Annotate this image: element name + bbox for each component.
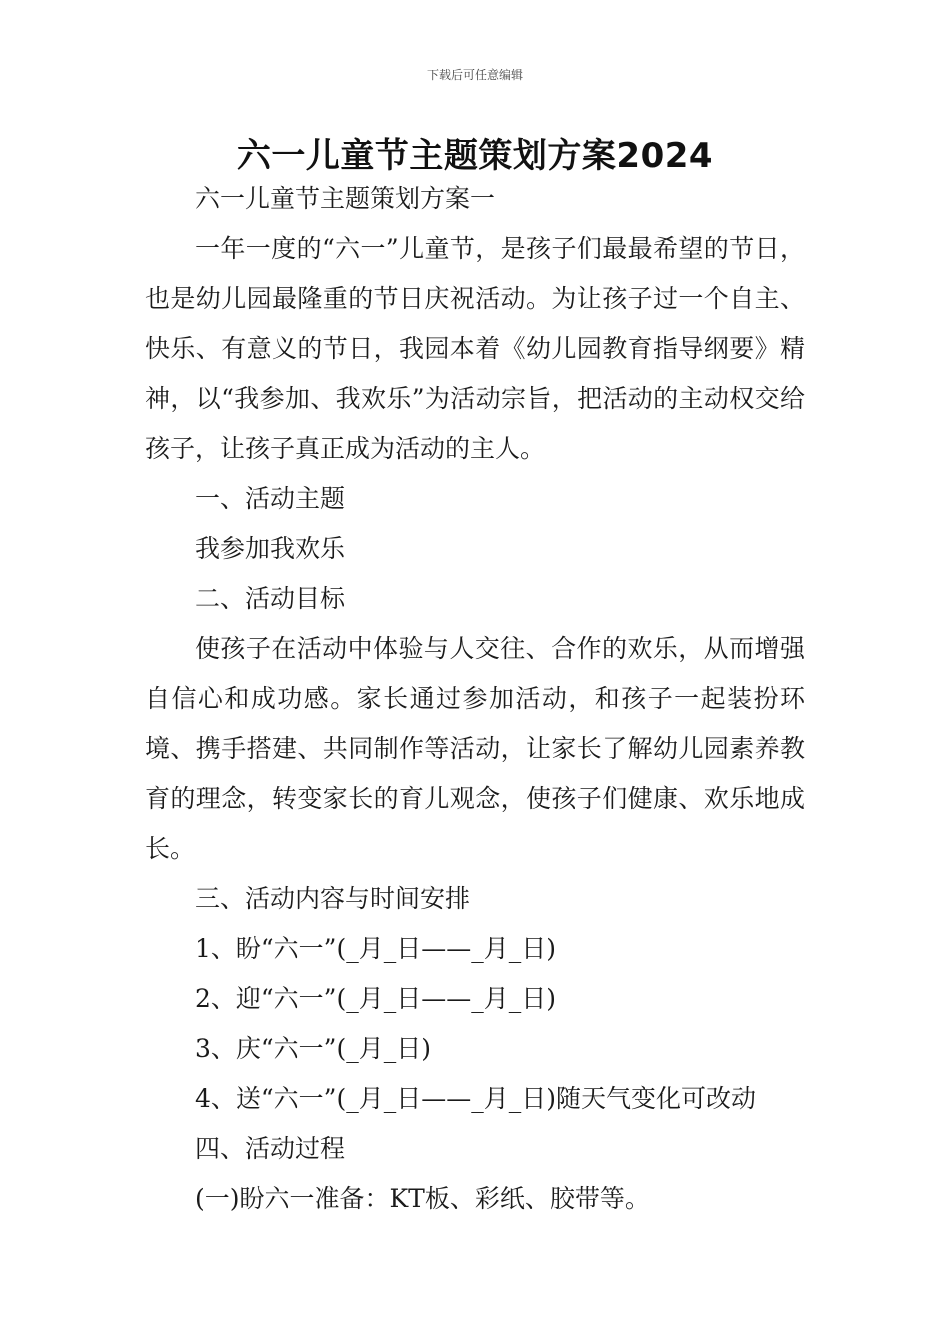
section-heading-schedule: 三、活动内容与时间安排 [195, 884, 471, 913]
goals-paragraph: 使孩子在活动中体验与人交往、合作的欢乐，从而增强自信心和成功感。家长通过参加活动，和孩子一起装扮环境、携手搭建、共同制作等活动，让家长了解幼儿园素养教育的理念，转变家长的育儿观念，使孩子们健康、欢乐地成长。 [145, 634, 805, 863]
document-title: 六一儿童节主题策划方案2024 [236, 136, 714, 176]
process-item: (一)盼六一准备：KT板、彩纸、胶带等。 [195, 1184, 650, 1213]
schedule-item: 2、迎“六一”(_月_日——_月_日) [195, 984, 556, 1013]
document-body [145, 174, 805, 1224]
schedule-item: 3、庆“六一”(_月_日) [195, 1034, 431, 1063]
header-note: 下载后可任意编辑 [426, 68, 523, 82]
section-heading-goals: 二、活动目标 [195, 584, 346, 613]
theme-paragraph: 我参加我欢乐 [195, 534, 346, 563]
intro-paragraph: 一年一度的“六一”儿童节，是孩子们最最希望的节日，也是幼儿园最隆重的节日庆祝活动。为让孩子过一个自主、快乐、有意义的节日，我园本着《幼儿园教育指导纲要》精神，以“我参加、我欢乐”为活动宗旨，把活动的主动权交给孩子，让孩子真正成为活动的主人。 [145, 234, 805, 463]
section-heading-process: 四、活动过程 [195, 1134, 346, 1163]
schedule-item: 1、盼“六一”(_月_日——_月_日) [195, 934, 556, 963]
section-heading-theme: 一、活动主题 [195, 484, 346, 513]
subtitle-paragraph: 六一儿童节主题策划方案一 [195, 184, 496, 213]
schedule-item: 4、送“六一”(_月_日——_月_日)随天气变化可改动 [195, 1084, 756, 1113]
